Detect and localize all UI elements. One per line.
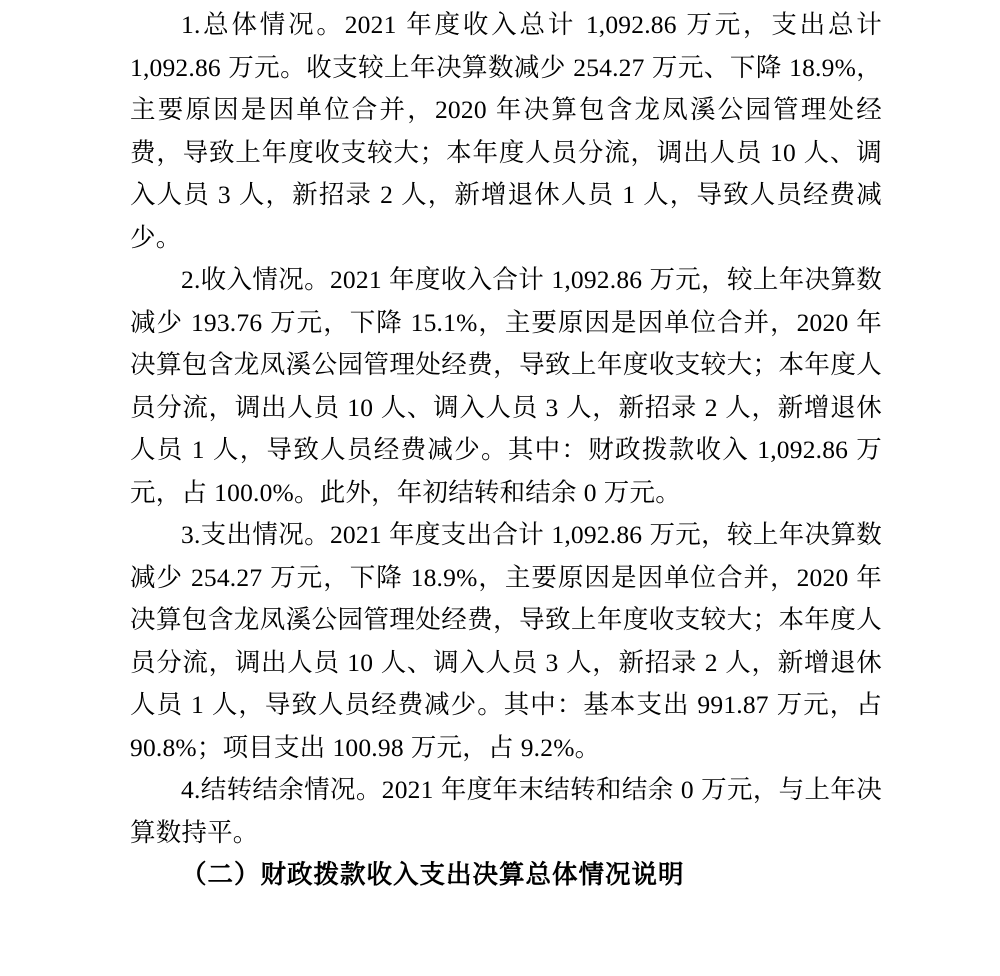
- document-body: [130, 0, 882, 897]
- paragraph-expenditure-situation: 3.支出情况。2021 年度支出合计 1,092.86 万元，较上年决算数减少 254.27 万元，下降 18.9%，主要原因是因单位合并，2020 年决算包含龙凤溪公园管理处经费，导致上年度收支较大；本年度人员分流，调出人员 10 人、调入人员 3 人，新招录 2 人，新增退休人员 1 人，导致人员经费减少。其中：基本支出 991.87 万元，占 90.8%；项目支出 100.98 万元，占 9.2%。: [130, 520, 882, 762]
- paragraph-income-situation: 2.收入情况。2021 年度收入合计 1,092.86 万元，较上年决算数减少 193.76 万元，下降 15.1%，主要原因是因单位合并，2020 年决算包含龙凤溪公园管理处经费，导致上年度收支较大；本年度人员分流，调出人员 10 人、调入人员 3 人，新招录 2 人，新增退休人员 1 人，导致人员经费减少。其中：财政拨款收入 1,092.86 万元，占 100.0%。此外，年初结转和结余 0 万元。: [130, 265, 882, 507]
- paragraph-overall-situation: 1.总体情况。2021 年度收入总计 1,092.86 万元，支出总计 1,092.86 万元。收支较上年决算数减少 254.27 万元、下降 18.9%，主要原因是因单位合并，2020 年决算包含龙凤溪公园管理处经费，导致上年度收支较大；本年度人员分流，调出人员 10 人、调入人员 3 人，新招录 2 人，新增退休人员 1 人，导致人员经费减少。: [130, 10, 882, 252]
- paragraph-carryover-balance: 4.结转结余情况。2021 年度年末结转和结余 0 万元，与上年决算数持平。: [130, 775, 882, 847]
- heading-financial-appropriation-overview: （二）财政拨款收入支出决算总体情况说明: [181, 860, 685, 889]
